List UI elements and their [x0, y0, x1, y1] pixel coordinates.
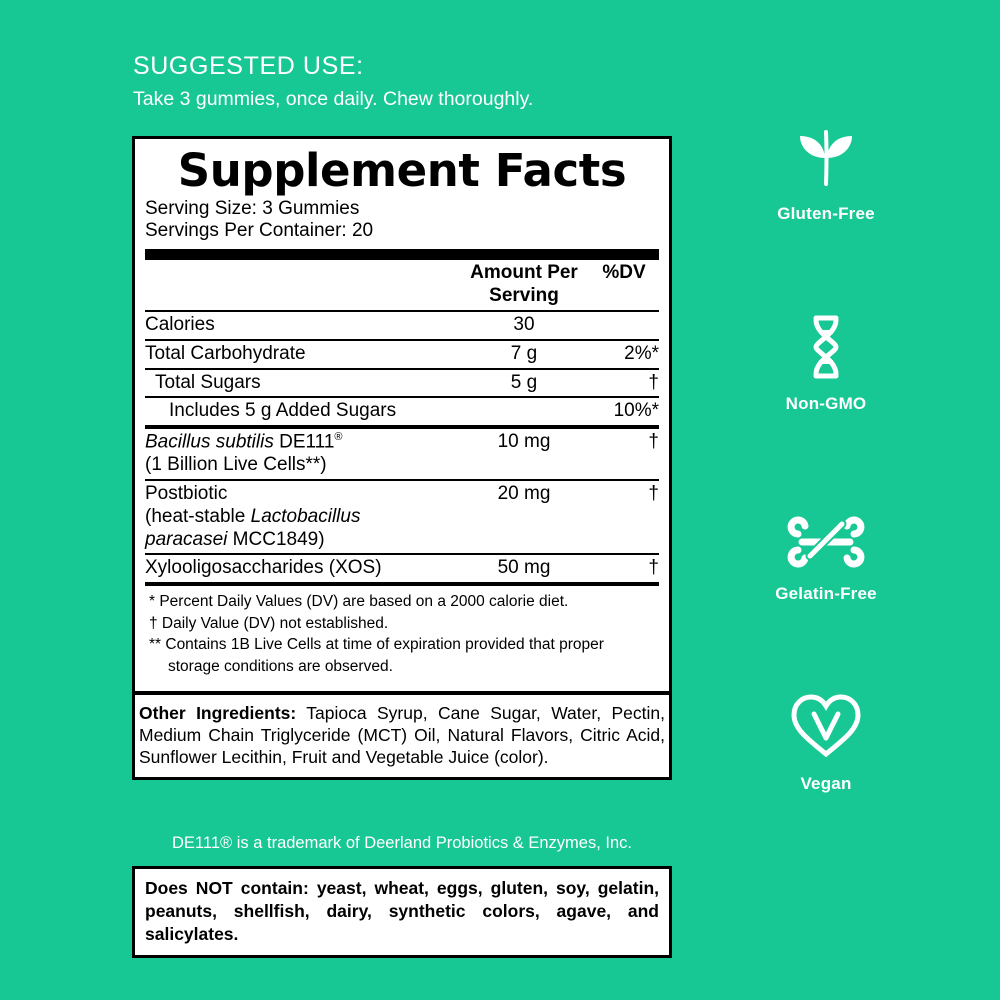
other-ingredients-text: [139, 702, 665, 769]
row-amount-added-sugars: [459, 397, 589, 427]
row-dv-calories: [589, 311, 659, 340]
does-not-contain-text: Does NOT contain: yeast, wheat, eggs, gluten, soy, gelatin, peanuts, shellfish, dairy, synthetic colors, agave, and salicylates.: [145, 878, 659, 944]
table-row: [145, 397, 659, 427]
table-row: [145, 340, 659, 369]
table-row: [145, 554, 659, 584]
badge-non-gmo: [720, 310, 932, 500]
heart-v-icon: [720, 690, 932, 764]
wheat-leaf-icon: [720, 120, 932, 194]
table-row: [145, 311, 659, 340]
badge-list: [720, 120, 932, 880]
badge-label: Gelatin-Free: [775, 584, 877, 603]
dna-icon: [720, 310, 932, 384]
row-name-added-sugars: Includes 5 g Added Sugars: [145, 397, 459, 427]
row-name-bacillus-subtilis: Bacillus subtilis DE111® (1 Billion Live Cells**): [145, 427, 459, 480]
row-amount-calories: 30: [459, 311, 589, 340]
footnote-percent-dv: * Percent Daily Values (DV) are based on a 2000 calorie diet.: [149, 593, 569, 611]
footnote-live-cells-cont: storage conditions are observed.: [168, 658, 393, 676]
supplement-facts-panel: [132, 136, 672, 780]
facts-table: [145, 260, 659, 586]
badge-label: Gluten-Free: [777, 204, 875, 223]
header-amount-per-serving: Amount Per Serving: [459, 260, 589, 311]
other-ingredients-section: [135, 691, 669, 777]
row-name-total-sugars: Total Sugars: [145, 369, 459, 398]
suggested-use-block: [133, 52, 533, 111]
servings-per-container: Servings Per Container: 20: [145, 220, 374, 242]
row-dv-xos: †: [589, 554, 659, 584]
badge-label: Vegan: [800, 774, 852, 793]
row-name-total-carbohydrate: Total Carbohydrate: [145, 340, 459, 369]
footnotes: [145, 586, 659, 682]
row-amount-total-sugars: 5 g: [459, 369, 589, 398]
footnote-dv-not-established: † Daily Value (DV) not established.: [149, 614, 389, 632]
suggested-use-text: Take 3 gummies, once daily. Chew thoroughly.: [133, 88, 534, 110]
footnote-live-cells: ** Contains 1B Live Cells at time of expiration provided that proper: [149, 636, 604, 654]
crossed-bone-icon: [720, 500, 932, 574]
badge-gluten-free: [720, 120, 932, 310]
table-row: [145, 369, 659, 398]
heavy-rule: [145, 249, 659, 260]
table-row: [145, 427, 659, 480]
suggested-use-title: SUGGESTED USE:: [133, 52, 364, 80]
trademark-note: DE111® is a trademark of Deerland Probiotics & Enzymes, Inc.: [172, 834, 632, 852]
row-amount-total-carbohydrate: 7 g: [459, 340, 589, 369]
row-label-postbiotic: Postbiotic: [145, 483, 228, 505]
row-dv-total-sugars: †: [589, 369, 659, 398]
row-dv-added-sugars: 10%*: [589, 397, 659, 427]
row-dv-bacillus-subtilis: †: [589, 427, 659, 480]
does-not-contain-box: [132, 866, 672, 958]
serving-size: Serving Size: 3 Gummies: [145, 197, 360, 219]
row-dv-postbiotic: †: [589, 480, 659, 554]
row-name-calories: Calories: [145, 311, 459, 340]
other-ingredients-value: Tapioca Syrup, Cane Sugar, Water, Pectin, Medium Chain Triglyceride (MCT) Oil, Natural Flavors, Citric Acid, Sunflower Lecithin, Fruit and Vegetable Juice (color).: [139, 702, 665, 768]
row-name-xos: Xylooligosaccharides (XOS): [145, 554, 459, 584]
row-name-postbiotic: Postbiotic (heat-stable Lactobacillus paracasei MCC1849): [145, 480, 459, 554]
other-ingredients-label: Other Ingredients:: [139, 702, 297, 723]
badge-vegan: [720, 690, 932, 880]
table-row: [145, 480, 659, 554]
badge-gelatin-free: [720, 500, 932, 690]
row-amount-xos: 50 mg: [459, 554, 589, 584]
supplement-facts-title: Supplement Facts: [177, 144, 627, 197]
header-blank: [145, 260, 459, 311]
row-dv-total-carbohydrate: 2%*: [589, 340, 659, 369]
table-header-row: [145, 260, 659, 311]
header-dv: %DV: [589, 260, 659, 311]
row-amount-bacillus-subtilis: 10 mg: [459, 427, 589, 480]
row-amount-postbiotic: 20 mg: [459, 480, 589, 554]
row-subtext-bacillus-subtilis: (1 Billion Live Cells**): [145, 454, 327, 476]
badge-label: Non-GMO: [785, 394, 867, 413]
